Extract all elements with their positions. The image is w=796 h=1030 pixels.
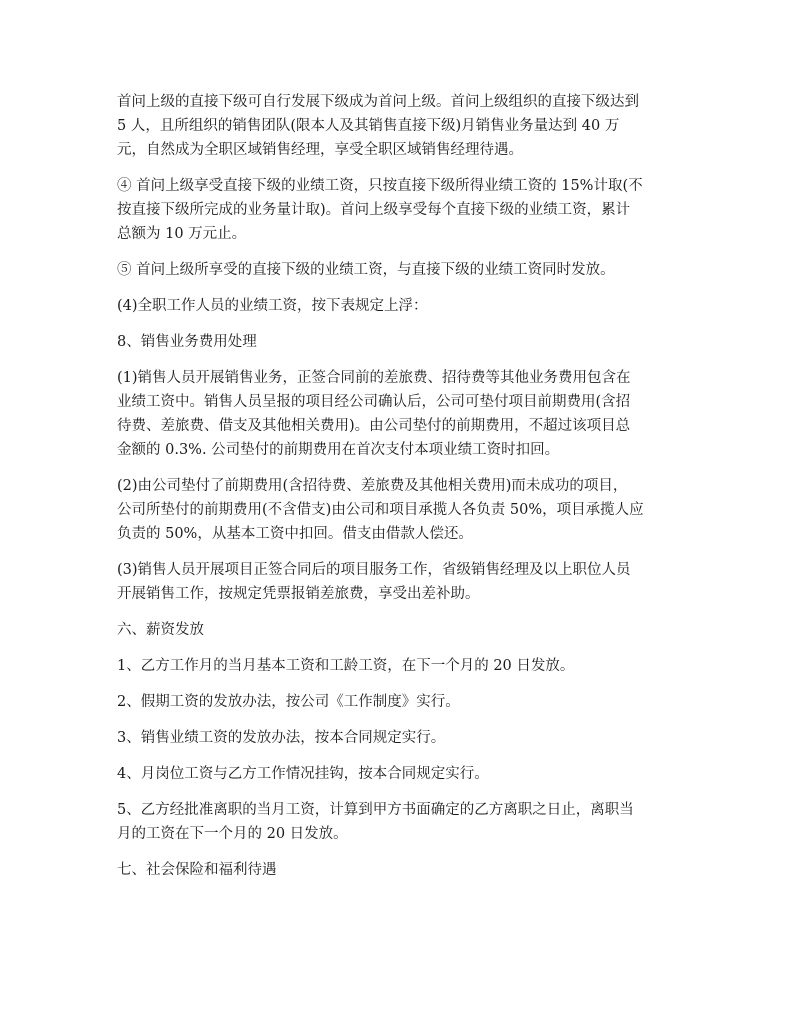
- text-line: 月的工资在下一个月的 20 日发放。: [117, 826, 348, 842]
- paragraph: [117, 762, 683, 786]
- text-line: (2)由公司垫付了前期费用(含招待费、差旅费及其他相关费用)而未成功的项目，: [117, 478, 628, 494]
- text-line: 开展销售工作，按规定凭票报销差旅费，享受出差补助。: [117, 586, 480, 602]
- text-line: 金额的 0.3%. 公司垫付的前期费用在首次支付本项业绩工资时扣回。: [117, 442, 560, 458]
- text-line: 2、假期工资的发放办法，按公司《工作制度》实行。: [117, 694, 460, 710]
- text-line: ⑤ 首问上级所享受的直接下级的业绩工资，与直接下级的业绩工资同时发放。: [117, 262, 615, 278]
- paragraph: [117, 558, 683, 606]
- paragraph: [117, 90, 683, 162]
- paragraph: [117, 858, 683, 882]
- text-line: 公司所垫付的前期费用(不含借支)由公司和项目承揽人各负责 50%，项目承揽人应: [117, 502, 644, 518]
- paragraph: [117, 294, 683, 318]
- text-line: 5 人，且所组织的销售团队(限本人及其销售直接下级)月销售业务量达到 40 万: [117, 118, 620, 134]
- paragraph: [117, 798, 683, 846]
- text-line: (4)全职工作人员的业绩工资，按下表规定上浮：: [117, 298, 428, 314]
- paragraph: [117, 258, 683, 282]
- text-line: (3)销售人员开展项目正签合同后的项目服务工作，省级销售经理及以上职位人员: [117, 562, 631, 578]
- text-line: 4、月岗位工资与乙方工作情况挂钩，按本合同规定实行。: [117, 766, 489, 782]
- paragraph: [117, 174, 683, 246]
- text-line: 七、社会保险和福利待遇: [117, 862, 277, 878]
- paragraph: [117, 618, 683, 642]
- text-line: 1、乙方工作月的当月基本工资和工龄工资，在下一个月的 20 日发放。: [117, 658, 575, 674]
- text-line: 按直接下级所完成的业务量计取)。首问上级享受每个直接下级的业绩工资，累计: [117, 202, 631, 218]
- paragraph: [117, 690, 683, 714]
- paragraph: [117, 654, 683, 678]
- text-line: 六、薪资发放: [117, 622, 204, 638]
- paragraph: [117, 726, 683, 750]
- text-line: ④ 首问上级享受直接下级的业绩工资，只按直接下级所得业绩工资的 15%计取(不: [117, 178, 643, 194]
- paragraph: [117, 366, 683, 462]
- text-line: 总额为 10 万元止。: [117, 226, 247, 242]
- document-body: [117, 90, 683, 894]
- text-line: (1)销售人员开展销售业务，正签合同前的差旅费、招待费等其他业务费用包含在: [117, 370, 631, 386]
- text-line: 待费、差旅费、借支及其他相关费用)。由公司垫付的前期费用，不超过该项目总: [117, 418, 631, 434]
- text-line: 首问上级的直接下级可自行发展下级成为首问上级。首问上级组织的直接下级达到: [117, 94, 639, 110]
- text-line: 8、销售业务费用处理: [117, 334, 257, 350]
- text-line: 负责的 50%，从基本工资中扣回。借支由借款人偿还。: [117, 526, 473, 542]
- text-line: 业绩工资中。销售人员呈报的项目经公司确认后，公司可垫付项目前期费用(含招: [117, 394, 631, 410]
- paragraph: [117, 474, 683, 546]
- text-line: 5、乙方经批准离职的当月工资，计算到甲方书面确定的乙方离职之日止，离职当: [117, 802, 634, 818]
- text-line: 3、销售业绩工资的发放办法，按本合同规定实行。: [117, 730, 446, 746]
- paragraph: [117, 330, 683, 354]
- text-line: 元，自然成为全职区域销售经理，享受全职区域销售经理待遇。: [117, 142, 523, 158]
